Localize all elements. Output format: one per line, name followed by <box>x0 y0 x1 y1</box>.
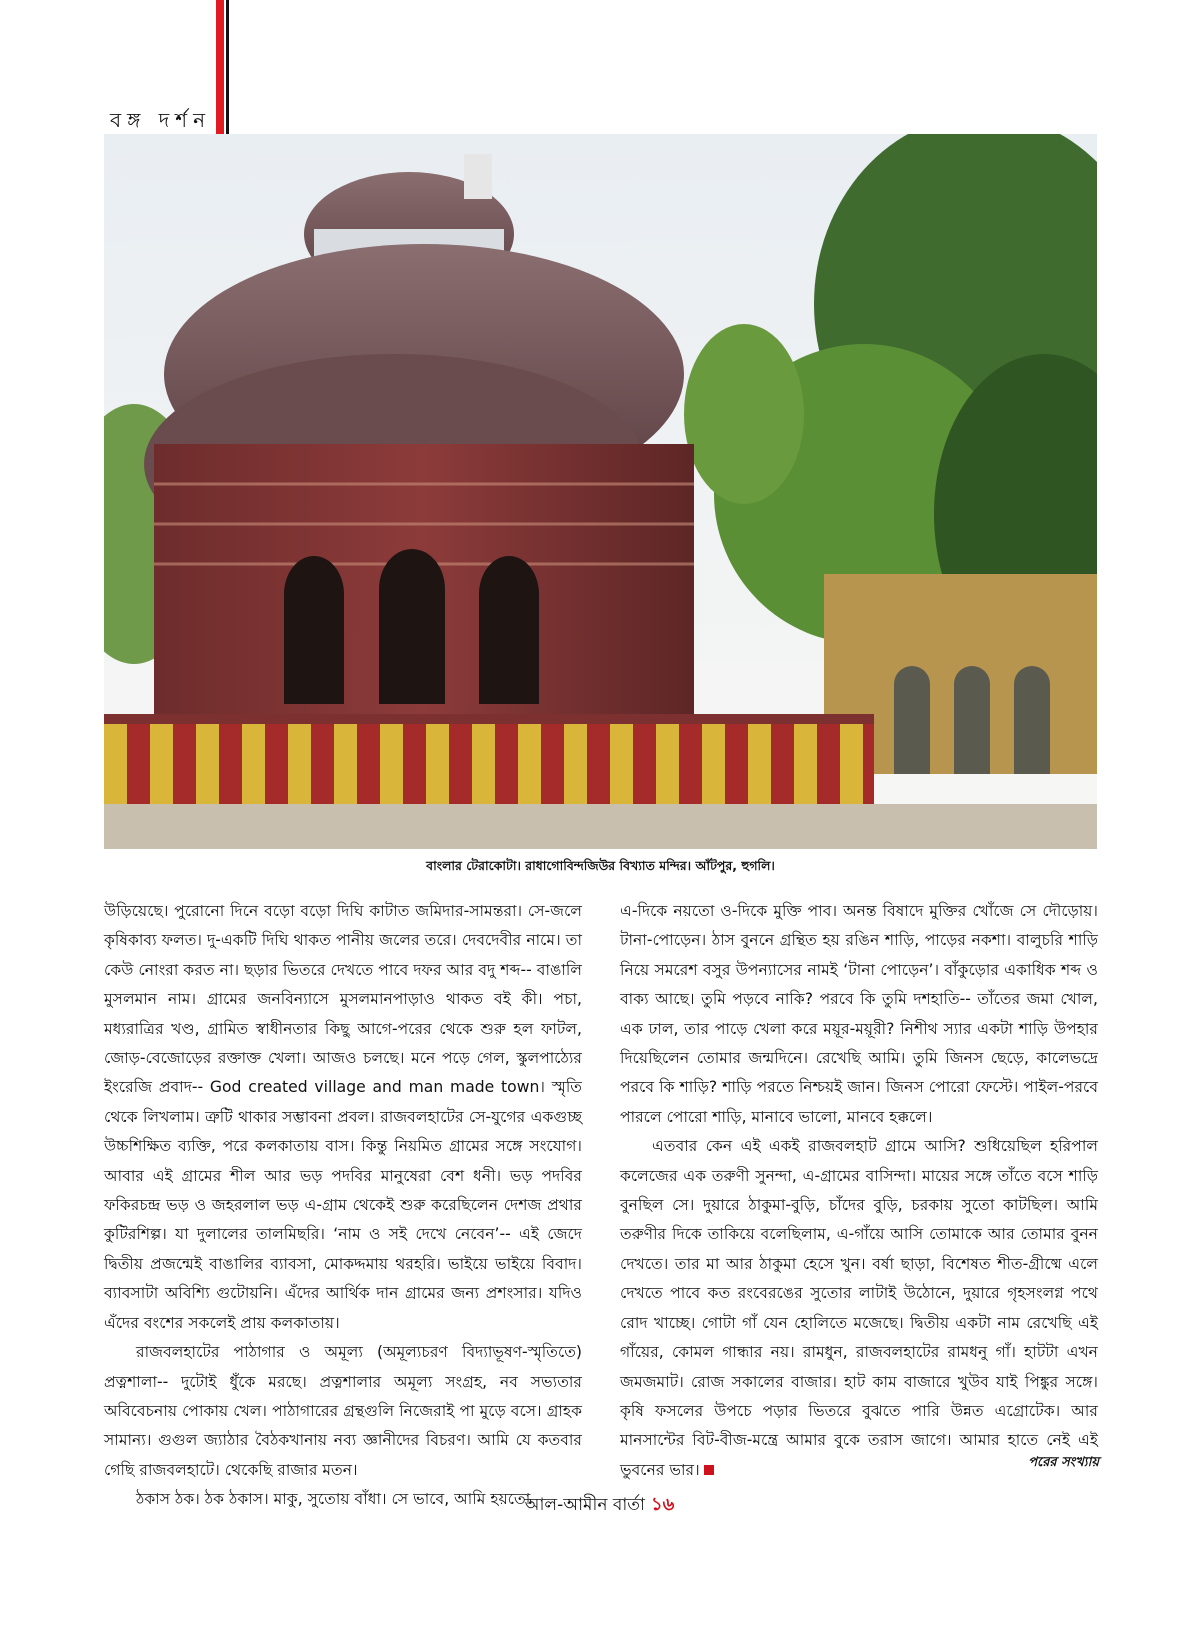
paragraph: রাজবলহাটের পাঠাগার ও অমূল্য (অমূল্যচরণ বিদ্যাভূষণ-স্মৃতিতে) প্রত্নশালা-- দুটোই ধুঁকে মরছে। প্রত্নশালার অমূল্য সংগ্রহ, নব সভ্যতার অবিবেচনায় পোকায় খেল। পাঠাগারের গ্রন্থগুলি নিজেরাই পা মুড়ে বসে। গ্রাহক সামান্য। গুগুল জ্যাঠার বৈঠকখানায় নব্য জ্ঞানীদের বিচরণ। আমি যে কতবার গেছি রাজবলহাটে। থেকেছি রাজার মতন। <box>104 1343 582 1479</box>
continued-label: পরের সংখ্যায় <box>1028 1455 1099 1470</box>
paragraph: উড়িয়েছে। পুরোনো দিনে বড়ো বড়ো দিঘি কাটাত জমিদার-সামন্তরা। সে-জলে কৃষিকাব্য ফলত। দু-একটি দিঘি থাকত পানীয় জলের তরে। দেবদেবীর নামে। তা কেউ নোংরা করত না। ছড়ার ভিতরে দেখতে পাবে দফর আর বদু শব্দ-- বাঙালি মুসলমান নাম। গ্রামের জনবিন্যাসে মুসলমানপাড়াও থাকত বই কী। পচা, মধ্যরাত্রির খণ্ড, গ্রামিত স্বাধীনতার কিছু আগে-পরের থেকে শুরু হল ফাটল, জোড়-বেজোড়ের রক্তাক্ত খেলা। আজও চলছে। মনে পড়ে গেল, স্কুলপাঠ্যের ইংরেজি প্রবাদ-- God created village and man made town। স্মৃতি থেকে লিখলাম। ত্রুটি থাকার সম্ভাবনা প্রবল। রাজবলহাটের সে-যুগের একগুচ্ছ উচ্চশিক্ষিত ব্যক্তি, পরে কলকাতায় বাস। কিন্তু নিয়মিত গ্রামের সঙ্গে সংযোগ। আবার এই গ্রামের শীল আর ভড় পদবির মানুষেরা বেশ ধনী। ভড় পদবির ফকিরচন্দ্র ভড় ও জহরলাল ভড় এ-গ্রাম থেকেই শুরু করেছিলেন দেশজ প্রথার কুটিরশিল্প। যা দুলালের তালমিছরি। ‘নাম ও সই দেখে নেবেন’-- এই জেদে দ্বিতীয় প্রজন্মেই বাঙালির ব্যাবসা, মোকদ্দমায় থরহরি। ভাইয়ে ভাইয়ে বিবাদ। ব্যাবসাটা অবিশ্যি গুটোয়নি। এঁদের আর্থিক দান গ্রামের জন্য প্রশংসার। যদিও এঁদের বংশের সকলেই প্রায় কলকাতায়। <box>104 902 582 1332</box>
section-label: বঙ্গ দর্শন <box>110 108 212 132</box>
temple-photo <box>104 134 1097 849</box>
page-footer <box>0 1490 1199 1521</box>
header-black-bar <box>226 0 229 142</box>
header-red-bar <box>216 0 224 142</box>
paragraph-final <box>620 1132 1098 1485</box>
paragraph-text: এতবার কেন এই একই রাজবলহাট গ্রামে আসি? শুধিয়েছিল হরিপাল কলেজের এক তরুণী সুনন্দা, এ-গ্রামের বাসিন্দা। মায়ের সঙ্গে তাঁতে বসে শাড়ি বুনছিল সে। দুয়ারে ঠাকুমা-বুড়ি, চাঁদের বুড়ি, চরকায় সুতো কাটছিল। আমি তরুণীর দিকে তাকিয়ে বলেছিলাম, এ-গাঁয়ে আসি তোমাকে আর তোমার বুনন দেখতে। তার মা আর ঠাকুমা হেসে খুন। বর্ষা ছাড়া, বিশেষত শীত-গ্রীষ্মে এলে দেখতে পাবে কত রংবেরঙের সুতোর লাটাই উঠোনে, দুয়ারে গৃহসংলগ্ন পথে রোদ খাচ্ছে। গোটা গাঁ যেন হোলিতে মজেছে। দ্বিতীয় একটা নাম রেখেছি এই গাঁয়ের, কোমল গান্ধার নয়। রামধুন, রাজবলহাটের রামধনু গাঁ। হাটটা এখন জমজমাট। রোজ সকালের বাজার। হাট কাম বাজারে খুউব যাই পিঙ্কুর সঙ্গে। কৃষি ফসলের উপচে পড়ার ভিতরে বুঝতে পারি উন্নত এগ্রোটেক। আর মানসান্টের বিট-বীজ-মন্ত্রে আমার বুকে তরাস জাগে। আমার হাতে নেই এই ভুবনের ভার। <box>620 1137 1098 1479</box>
photo-caption: বাংলার টেরাকোটা। রাধাগোবিন্দজিউর বিখ্যাত মন্দির। আঁটপুর, হুগলি। <box>426 858 775 873</box>
article-column-right <box>620 897 1098 1485</box>
page-number: ১৬ <box>651 1494 675 1515</box>
magazine-name: আল-আমীন বার্তা <box>524 1495 645 1515</box>
end-square-icon <box>704 1465 714 1475</box>
article-column-left <box>104 897 582 1515</box>
paragraph: এ-দিকে নয়তো ও-দিকে মুক্তি পাব। অনন্ত বিষাদে মুক্তির খোঁজে সে দৌড়োয়। টানা-পোড়েন। ঠাস বুননে গ্রন্থিত হয় রঙিন শাড়ি, পাড়ের নকশা। বালুচরি শাড়ি নিয়ে সমরেশ বসুর উপন্যাসের নামই ‘টানা পোড়েন’। বাঁকুড়োর একাধিক শব্দ ও বাক্য আছে। তুমি পড়বে নাকি? পরবে কি তুমি দশহাতি-- তাঁতের জমা খোল, এক ঢাল, তার পাড়ে খেলা করে ময়ূর-ময়ূরী? নিশীথ স্যার একটা শাড়ি উপহার দিয়েছিলেন তোমার জন্মদিনে। রেখেছি আমি। তুমি জিনস ছেড়ে, কালেভদ্রে পরবে কি শাড়ি? শাড়ি পরতে নিশ্চয়ই জান। জিনস পোরো ফেস্টে। পাইল-পরবে পারলে পোরো শাড়ি, মানাবে ভালো, মানবে হক্কলে। <box>620 902 1098 1126</box>
paragraph: ঠকাস ঠক। ঠক ঠকাস। মাকু, সুতোয় বাঁধা। সে ভাবে, আমি হয়তো <box>136 1490 531 1509</box>
